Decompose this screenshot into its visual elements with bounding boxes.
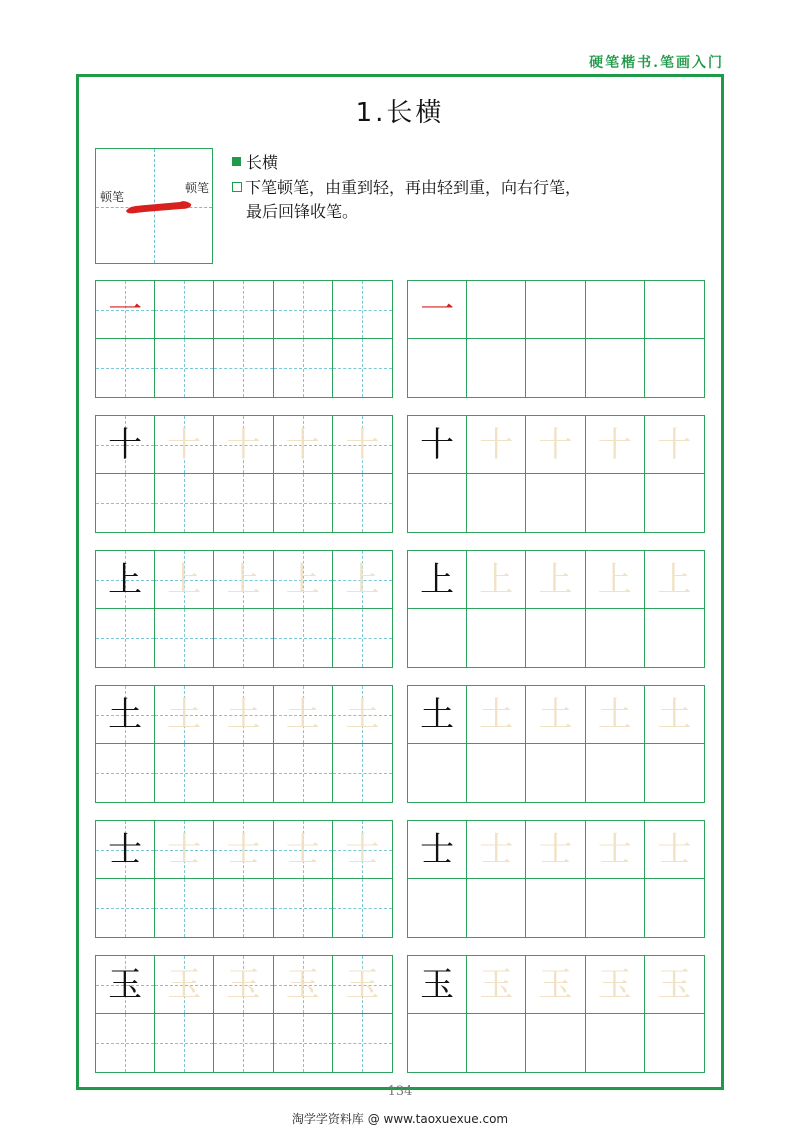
trace-character: 士: [538, 829, 573, 870]
practice-cell[interactable]: [274, 339, 333, 397]
legend-name: [232, 150, 278, 173]
trace-character: 士: [285, 829, 320, 870]
practice-cell[interactable]: [214, 551, 273, 609]
practice-cell[interactable]: [96, 474, 155, 532]
model-character: 十: [108, 424, 143, 465]
page-title: 1.长横: [355, 98, 445, 128]
practice-cell[interactable]: [274, 821, 333, 879]
practice-cell[interactable]: [333, 339, 392, 397]
model-character: 士: [420, 829, 455, 870]
practice-grid: [407, 955, 705, 1073]
practice-cell[interactable]: [214, 686, 273, 744]
practice-cell[interactable]: [333, 956, 392, 1014]
practice-cell[interactable]: [645, 956, 704, 1014]
practice-grid: [95, 280, 393, 398]
practice-cell[interactable]: [96, 551, 155, 609]
practice-cell[interactable]: [333, 686, 392, 744]
practice-cell[interactable]: [214, 821, 273, 879]
practice-cell[interactable]: [586, 339, 645, 397]
practice-cell[interactable]: [274, 281, 333, 339]
practice-cell[interactable]: [467, 339, 526, 397]
practice-cell[interactable]: [274, 416, 333, 474]
demo-right-note: 顿笔: [185, 181, 210, 195]
practice-cell[interactable]: [467, 281, 526, 339]
practice-cell[interactable]: [408, 879, 467, 937]
stroke-demo-box: [95, 148, 213, 264]
practice-cell[interactable]: [408, 744, 467, 802]
practice-grid: [95, 820, 393, 938]
practice-cell[interactable]: [586, 416, 645, 474]
trace-character: 十: [167, 424, 202, 465]
filled-square-icon: [232, 157, 241, 166]
legend-name-text: 长横: [246, 153, 279, 172]
practice-grid: [407, 280, 705, 398]
model-character: 土: [420, 694, 455, 735]
trace-character: 玉: [167, 964, 202, 1005]
practice-cell[interactable]: [467, 1014, 526, 1072]
trace-character: 十: [597, 424, 632, 465]
trace-character: 士: [479, 829, 514, 870]
practice-cell[interactable]: [408, 416, 467, 474]
trace-character: 十: [657, 424, 692, 465]
trace-character: 上: [167, 559, 202, 600]
trace-character: 玉: [345, 964, 380, 1005]
practice-cell[interactable]: [645, 551, 704, 609]
practice-cell[interactable]: [526, 281, 585, 339]
practice-cell[interactable]: [586, 551, 645, 609]
trace-character: 士: [167, 829, 202, 870]
practice-cell[interactable]: [155, 551, 214, 609]
practice-cell[interactable]: [155, 416, 214, 474]
trace-character: 上: [345, 559, 380, 600]
legend-description-line1: [232, 175, 581, 198]
trace-character: 玉: [479, 964, 514, 1005]
practice-grid: [407, 415, 705, 533]
trace-character: 玉: [538, 964, 573, 1005]
practice-cell[interactable]: [586, 474, 645, 532]
practice-cell[interactable]: [96, 744, 155, 802]
practice-cell[interactable]: [586, 609, 645, 667]
practice-cell[interactable]: [155, 821, 214, 879]
model-character: 上: [420, 559, 455, 600]
practice-cell[interactable]: [526, 821, 585, 879]
practice-cell[interactable]: [586, 281, 645, 339]
practice-grid: [95, 550, 393, 668]
model-character: 玉: [420, 964, 455, 1005]
practice-cell[interactable]: [467, 686, 526, 744]
practice-cell[interactable]: [408, 1014, 467, 1072]
practice-cell[interactable]: [96, 416, 155, 474]
practice-cell[interactable]: [526, 1014, 585, 1072]
footer-watermark: 淘学学资料库 @ www.taoxuexue.com: [291, 1112, 509, 1126]
practice-cell[interactable]: [96, 821, 155, 879]
practice-cell[interactable]: [274, 1014, 333, 1072]
practice-cell[interactable]: [274, 609, 333, 667]
practice-cell[interactable]: [586, 956, 645, 1014]
practice-cell[interactable]: [96, 1014, 155, 1072]
practice-cell[interactable]: [586, 744, 645, 802]
practice-cell[interactable]: [155, 339, 214, 397]
model-character: 玉: [108, 964, 143, 1005]
demo-left-note: 顿笔: [100, 190, 125, 204]
practice-cell[interactable]: [333, 609, 392, 667]
trace-character: 玉: [657, 964, 692, 1005]
practice-cell[interactable]: [526, 956, 585, 1014]
trace-character: 士: [657, 829, 692, 870]
practice-cell[interactable]: [333, 879, 392, 937]
trace-character: 士: [597, 829, 632, 870]
practice-cell[interactable]: [467, 474, 526, 532]
practice-cell[interactable]: [586, 879, 645, 937]
model-character: 十: [420, 424, 455, 465]
practice-cell[interactable]: [96, 281, 155, 339]
practice-grid: [407, 550, 705, 668]
practice-cell[interactable]: [526, 686, 585, 744]
practice-cell[interactable]: [408, 551, 467, 609]
practice-cell[interactable]: [214, 879, 273, 937]
trace-character: 十: [345, 424, 380, 465]
trace-character: 十: [226, 424, 261, 465]
practice-cell[interactable]: [274, 879, 333, 937]
practice-cell[interactable]: [96, 956, 155, 1014]
trace-character: 士: [226, 829, 261, 870]
practice-cell[interactable]: [333, 416, 392, 474]
practice-cell[interactable]: [645, 821, 704, 879]
series-label: 硬笔楷书.笔画入门: [589, 55, 724, 71]
legend-description-text-1: 下笔顿笔，由重到轻，再由轻到重，向右行笔，: [245, 178, 582, 197]
practice-cell[interactable]: [526, 744, 585, 802]
practice-cell[interactable]: [96, 879, 155, 937]
practice-cell[interactable]: [96, 686, 155, 744]
practice-cell[interactable]: [467, 744, 526, 802]
trace-character: 十: [479, 424, 514, 465]
practice-cell[interactable]: [214, 281, 273, 339]
practice-cell[interactable]: [214, 416, 273, 474]
trace-character: 土: [226, 694, 261, 735]
practice-cell[interactable]: [526, 609, 585, 667]
practice-cell[interactable]: [408, 686, 467, 744]
practice-cell[interactable]: [645, 1014, 704, 1072]
practice-cell[interactable]: [408, 609, 467, 667]
practice-cell[interactable]: [274, 686, 333, 744]
trace-character: 上: [597, 559, 632, 600]
practice-cell[interactable]: [333, 744, 392, 802]
trace-character: 上: [479, 559, 514, 600]
trace-character: 玉: [597, 964, 632, 1005]
practice-cell[interactable]: [645, 416, 704, 474]
practice-cell[interactable]: [155, 879, 214, 937]
trace-character: 士: [345, 829, 380, 870]
practice-cell[interactable]: [214, 744, 273, 802]
practice-cell[interactable]: [214, 1014, 273, 1072]
practice-cell[interactable]: [526, 416, 585, 474]
practice-cell[interactable]: [645, 281, 704, 339]
trace-character: 玉: [285, 964, 320, 1005]
practice-cell[interactable]: [155, 474, 214, 532]
trace-character: 土: [597, 694, 632, 735]
practice-cell[interactable]: [274, 551, 333, 609]
practice-cell[interactable]: [155, 686, 214, 744]
practice-cell[interactable]: [467, 956, 526, 1014]
practice-cell[interactable]: [645, 686, 704, 744]
page-number: 134: [387, 1084, 413, 1099]
trace-character: 上: [538, 559, 573, 600]
practice-cell[interactable]: [526, 879, 585, 937]
practice-cell[interactable]: [408, 821, 467, 879]
trace-character: 土: [538, 694, 573, 735]
trace-character: 上: [285, 559, 320, 600]
practice-cell[interactable]: [155, 956, 214, 1014]
practice-cell[interactable]: [155, 744, 214, 802]
practice-cell[interactable]: [408, 956, 467, 1014]
practice-cell[interactable]: [274, 744, 333, 802]
trace-character: 土: [167, 694, 202, 735]
practice-cell[interactable]: [586, 821, 645, 879]
practice-grid: [95, 955, 393, 1073]
trace-character: 土: [345, 694, 380, 735]
practice-cell[interactable]: [467, 551, 526, 609]
practice-cell[interactable]: [155, 1014, 214, 1072]
practice-cell[interactable]: [333, 474, 392, 532]
practice-cell[interactable]: [645, 339, 704, 397]
practice-cell[interactable]: [333, 821, 392, 879]
model-character: 士: [108, 829, 143, 870]
practice-cell[interactable]: [526, 551, 585, 609]
practice-cell[interactable]: [333, 281, 392, 339]
model-character: 上: [108, 559, 143, 600]
practice-cell[interactable]: [214, 474, 273, 532]
practice-cell[interactable]: [586, 1014, 645, 1072]
practice-cell[interactable]: [333, 551, 392, 609]
practice-cell[interactable]: [645, 879, 704, 937]
trace-character: 上: [226, 559, 261, 600]
model-character: 一: [420, 289, 455, 330]
practice-cell[interactable]: [467, 821, 526, 879]
practice-cell[interactable]: [274, 474, 333, 532]
practice-cell[interactable]: [96, 609, 155, 667]
practice-cell[interactable]: [467, 609, 526, 667]
practice-cell[interactable]: [274, 956, 333, 1014]
trace-character: 上: [657, 559, 692, 600]
practice-cell[interactable]: [408, 339, 467, 397]
practice-cell[interactable]: [155, 609, 214, 667]
practice-cell[interactable]: [214, 956, 273, 1014]
practice-cell[interactable]: [467, 879, 526, 937]
trace-character: 十: [285, 424, 320, 465]
legend-description-line2: 最后回锋收笔。: [246, 202, 359, 221]
practice-cell[interactable]: [96, 339, 155, 397]
trace-character: 十: [538, 424, 573, 465]
empty-square-icon: [232, 182, 242, 192]
practice-cell[interactable]: [214, 339, 273, 397]
practice-cell[interactable]: [526, 474, 585, 532]
practice-grid: [407, 685, 705, 803]
practice-cell[interactable]: [526, 339, 585, 397]
trace-character: 玉: [226, 964, 261, 1005]
practice-cell[interactable]: [645, 609, 704, 667]
practice-cell[interactable]: [155, 281, 214, 339]
practice-cell[interactable]: [408, 281, 467, 339]
practice-cell[interactable]: [214, 609, 273, 667]
practice-cell[interactable]: [586, 686, 645, 744]
practice-grid: [95, 415, 393, 533]
practice-grid: [407, 820, 705, 938]
practice-cell[interactable]: [645, 474, 704, 532]
practice-grid: [95, 685, 393, 803]
model-character: 一: [108, 289, 143, 330]
practice-cell[interactable]: [467, 416, 526, 474]
practice-cell[interactable]: [645, 744, 704, 802]
trace-character: 土: [479, 694, 514, 735]
trace-character: 土: [285, 694, 320, 735]
practice-cell[interactable]: [333, 1014, 392, 1072]
trace-character: 土: [657, 694, 692, 735]
practice-cell[interactable]: [408, 474, 467, 532]
model-character: 土: [108, 694, 143, 735]
long-horizontal-stroke-icon: [96, 149, 214, 265]
